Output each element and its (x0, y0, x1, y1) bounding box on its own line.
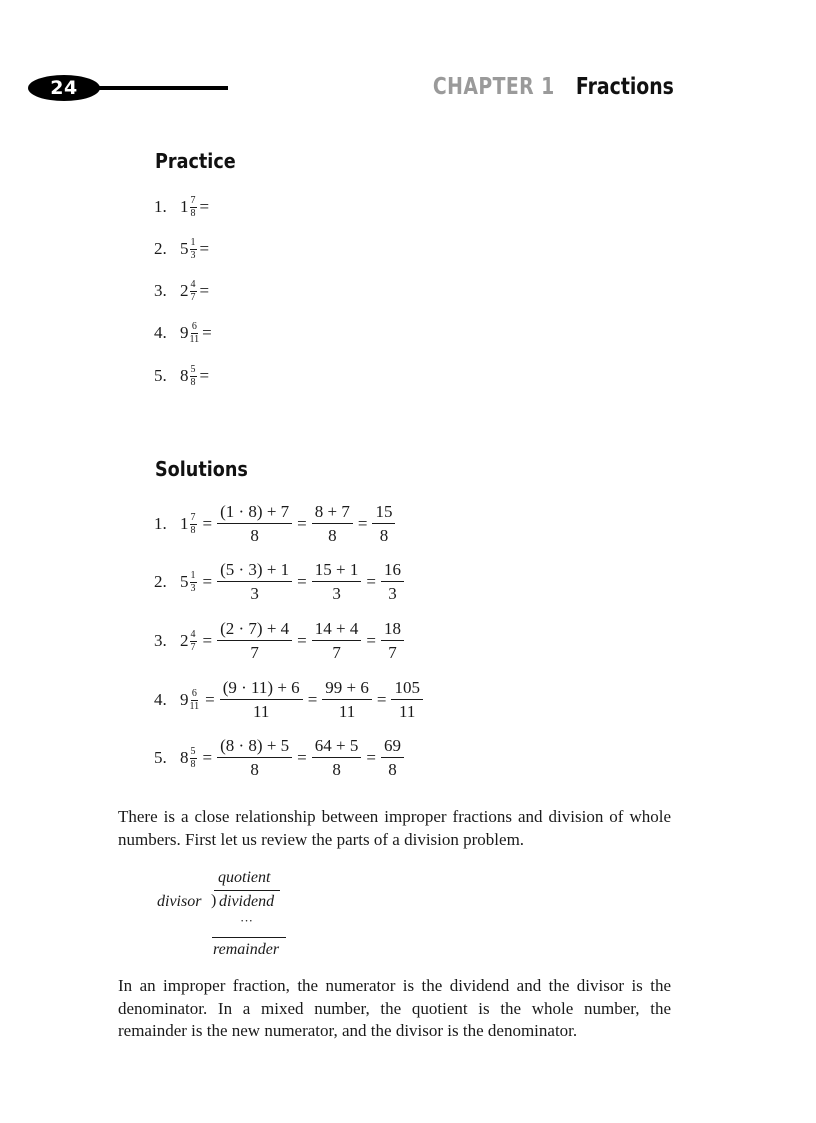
item-number: 5. (154, 366, 167, 385)
fraction-denominator: 3 (332, 584, 341, 603)
expanded-fraction (217, 736, 292, 780)
equals-sign: = (199, 197, 210, 216)
fraction-denominator: 7 (332, 643, 341, 662)
practice-item (154, 234, 209, 264)
mixed-fraction (190, 513, 197, 536)
equals-sign: = (357, 514, 368, 533)
ellipsis: ··· (240, 913, 253, 928)
equals-sign: = (297, 748, 307, 767)
whole-number: 9 (180, 323, 189, 342)
fraction-numerator: 105 (391, 678, 423, 700)
fraction-denominator: 7 (250, 643, 259, 662)
mixed-fraction (190, 280, 197, 303)
equals-sign: = (202, 514, 213, 533)
fraction-numerator: (8 · 8) + 5 (217, 736, 292, 758)
item-number: 1. (154, 514, 167, 533)
whole-number: 1 (180, 197, 189, 216)
whole-number: 8 (180, 366, 189, 385)
item-number: 2. (154, 239, 167, 258)
equals-sign: = (307, 690, 318, 709)
fraction-denominator: 8 (388, 760, 397, 779)
equals-sign: = (202, 572, 213, 591)
dividend-label: dividend (219, 893, 275, 910)
fraction-numerator: 15 (372, 502, 395, 524)
equals-sign: = (199, 281, 210, 300)
whole-number: 5 (180, 239, 189, 258)
fraction-denominator: 8 (190, 758, 196, 770)
whole-number: 2 (180, 631, 189, 650)
quotient-label: quotient (218, 869, 271, 886)
fraction-denominator: 11 (399, 702, 416, 721)
fraction-denominator: 7 (190, 641, 196, 653)
intro-paragraph: There is a close relationship between improper fractions and division of whole numbers. First let us review the parts of a division problem. (118, 807, 671, 849)
sum-fraction (312, 560, 362, 604)
improper-fraction (381, 560, 404, 604)
header-rule (96, 86, 228, 90)
division-bracket: ) (211, 892, 217, 909)
equals-sign: = (202, 323, 212, 342)
fraction-denominator: 8 (190, 524, 196, 536)
chapter-name: Fractions (576, 74, 674, 100)
mixed-fraction (190, 630, 197, 653)
divisor-label: divisor (157, 893, 202, 910)
fraction-numerator: (9 · 11) + 6 (220, 678, 303, 700)
page-number: 24 (50, 77, 78, 99)
solution-item (154, 736, 406, 779)
fraction-denominator: 3 (250, 584, 259, 603)
solution-item (154, 502, 397, 545)
practice-item (154, 276, 209, 306)
equals-sign: = (199, 366, 210, 385)
equals-sign: = (297, 572, 307, 591)
fraction-numerator: 1 (190, 236, 196, 248)
fraction-numerator: 1 (190, 569, 196, 581)
fraction-denominator: 3 (190, 249, 196, 261)
equals-sign: = (366, 631, 376, 650)
whole-number: 5 (180, 572, 189, 591)
sum-fraction (312, 619, 362, 663)
whole-number: 9 (180, 690, 189, 709)
fraction-numerator: 6 (191, 687, 197, 699)
fraction-denominator: 8 (379, 526, 389, 545)
fraction-denominator: 11 (338, 702, 356, 721)
item-number: 5. (154, 748, 167, 767)
whole-number: 2 (180, 281, 189, 300)
sum-fraction (312, 736, 362, 780)
fraction-numerator: 99 + 6 (322, 678, 372, 700)
fraction-denominator: 8 (328, 526, 337, 545)
equals-sign: = (202, 748, 213, 767)
expanded-fraction (220, 678, 303, 722)
fraction-numerator: 6 (191, 320, 197, 332)
item-number: 4. (154, 690, 167, 709)
item-number: 3. (154, 631, 167, 650)
remainder-label: remainder (213, 941, 280, 958)
fraction-numerator: 16 (381, 560, 404, 582)
fraction-numerator: 4 (190, 278, 196, 290)
fraction-denominator: 3 (388, 584, 397, 603)
fraction-denominator: 8 (332, 760, 341, 779)
fraction-denominator: 8 (190, 207, 196, 219)
item-number: 2. (154, 572, 167, 591)
mixed-fraction (190, 689, 200, 712)
expanded-fraction (217, 560, 292, 604)
running-header (433, 74, 674, 100)
improper-fraction (391, 678, 423, 722)
fraction-numerator: (5 · 3) + 1 (217, 560, 292, 582)
expanded-fraction (217, 619, 292, 663)
mixed-fraction (190, 238, 197, 261)
closing-paragraph: In an improper fraction, the numerator is the dividend and the divisor is the denominator. In a mixed number, the quotient is the whole number, the remainder is the new numerator, and the divisor is the denominator. (118, 976, 671, 1040)
fraction-denominator: 11 (253, 702, 270, 721)
fraction-numerator: 18 (381, 619, 404, 641)
fraction-numerator: 64 + 5 (312, 736, 362, 758)
fraction-numerator: 5 (190, 363, 196, 375)
equals-sign: = (297, 514, 307, 533)
fraction-numerator: 8 + 7 (312, 502, 353, 524)
improper-fraction (381, 736, 404, 780)
item-number: 4. (154, 323, 167, 342)
solutions-heading: Solutions (155, 457, 248, 481)
practice-heading: Practice (155, 149, 236, 173)
fraction-numerator: 7 (190, 511, 196, 523)
equals-sign: = (202, 631, 213, 650)
sum-fraction (322, 678, 372, 722)
fraction-denominator: 3 (190, 582, 196, 594)
fraction-numerator: 15 + 1 (312, 560, 362, 582)
practice-item (154, 361, 209, 391)
fraction-denominator: 11 (189, 700, 200, 712)
fraction-numerator: 14 + 4 (312, 619, 362, 641)
equals-sign: = (205, 690, 215, 709)
equals-sign: = (366, 572, 376, 591)
equals-sign: = (366, 748, 376, 767)
expanded-fraction (217, 502, 292, 546)
fraction-denominator: 8 (250, 760, 259, 779)
division-bar (214, 890, 280, 891)
equals-sign: = (199, 239, 210, 258)
mixed-fraction (190, 196, 197, 219)
subtraction-bar (212, 937, 286, 938)
fraction-numerator: (2 · 7) + 4 (217, 619, 292, 641)
fraction-numerator: 5 (190, 745, 196, 757)
fraction-denominator: 8 (250, 526, 259, 545)
fraction-numerator: 69 (381, 736, 404, 758)
solution-item (154, 678, 425, 721)
item-number: 3. (154, 281, 167, 300)
solution-item (154, 560, 406, 603)
mixed-fraction (190, 365, 197, 388)
whole-number: 8 (180, 748, 189, 767)
mixed-fraction (190, 571, 197, 594)
equals-sign: = (376, 690, 387, 709)
page-number-badge (28, 75, 100, 101)
equals-sign: = (297, 631, 307, 650)
practice-item (154, 318, 212, 348)
fraction-denominator: 7 (190, 291, 196, 303)
chapter-label: CHAPTER 1 (432, 74, 555, 100)
mixed-fraction (190, 747, 197, 770)
item-number: 1. (154, 197, 167, 216)
sum-fraction (312, 502, 353, 546)
solution-item (154, 619, 406, 662)
improper-fraction (381, 619, 404, 663)
whole-number: 1 (180, 514, 189, 533)
practice-item (154, 192, 209, 222)
fraction-denominator: 11 (189, 333, 200, 345)
fraction-denominator: 8 (190, 376, 196, 388)
mixed-fraction (190, 322, 200, 345)
fraction-numerator: 4 (190, 628, 196, 640)
fraction-numerator: 7 (190, 194, 196, 206)
fraction-numerator: (1 · 8) + 7 (217, 502, 292, 524)
fraction-denominator: 7 (388, 643, 397, 662)
improper-fraction (372, 502, 395, 546)
